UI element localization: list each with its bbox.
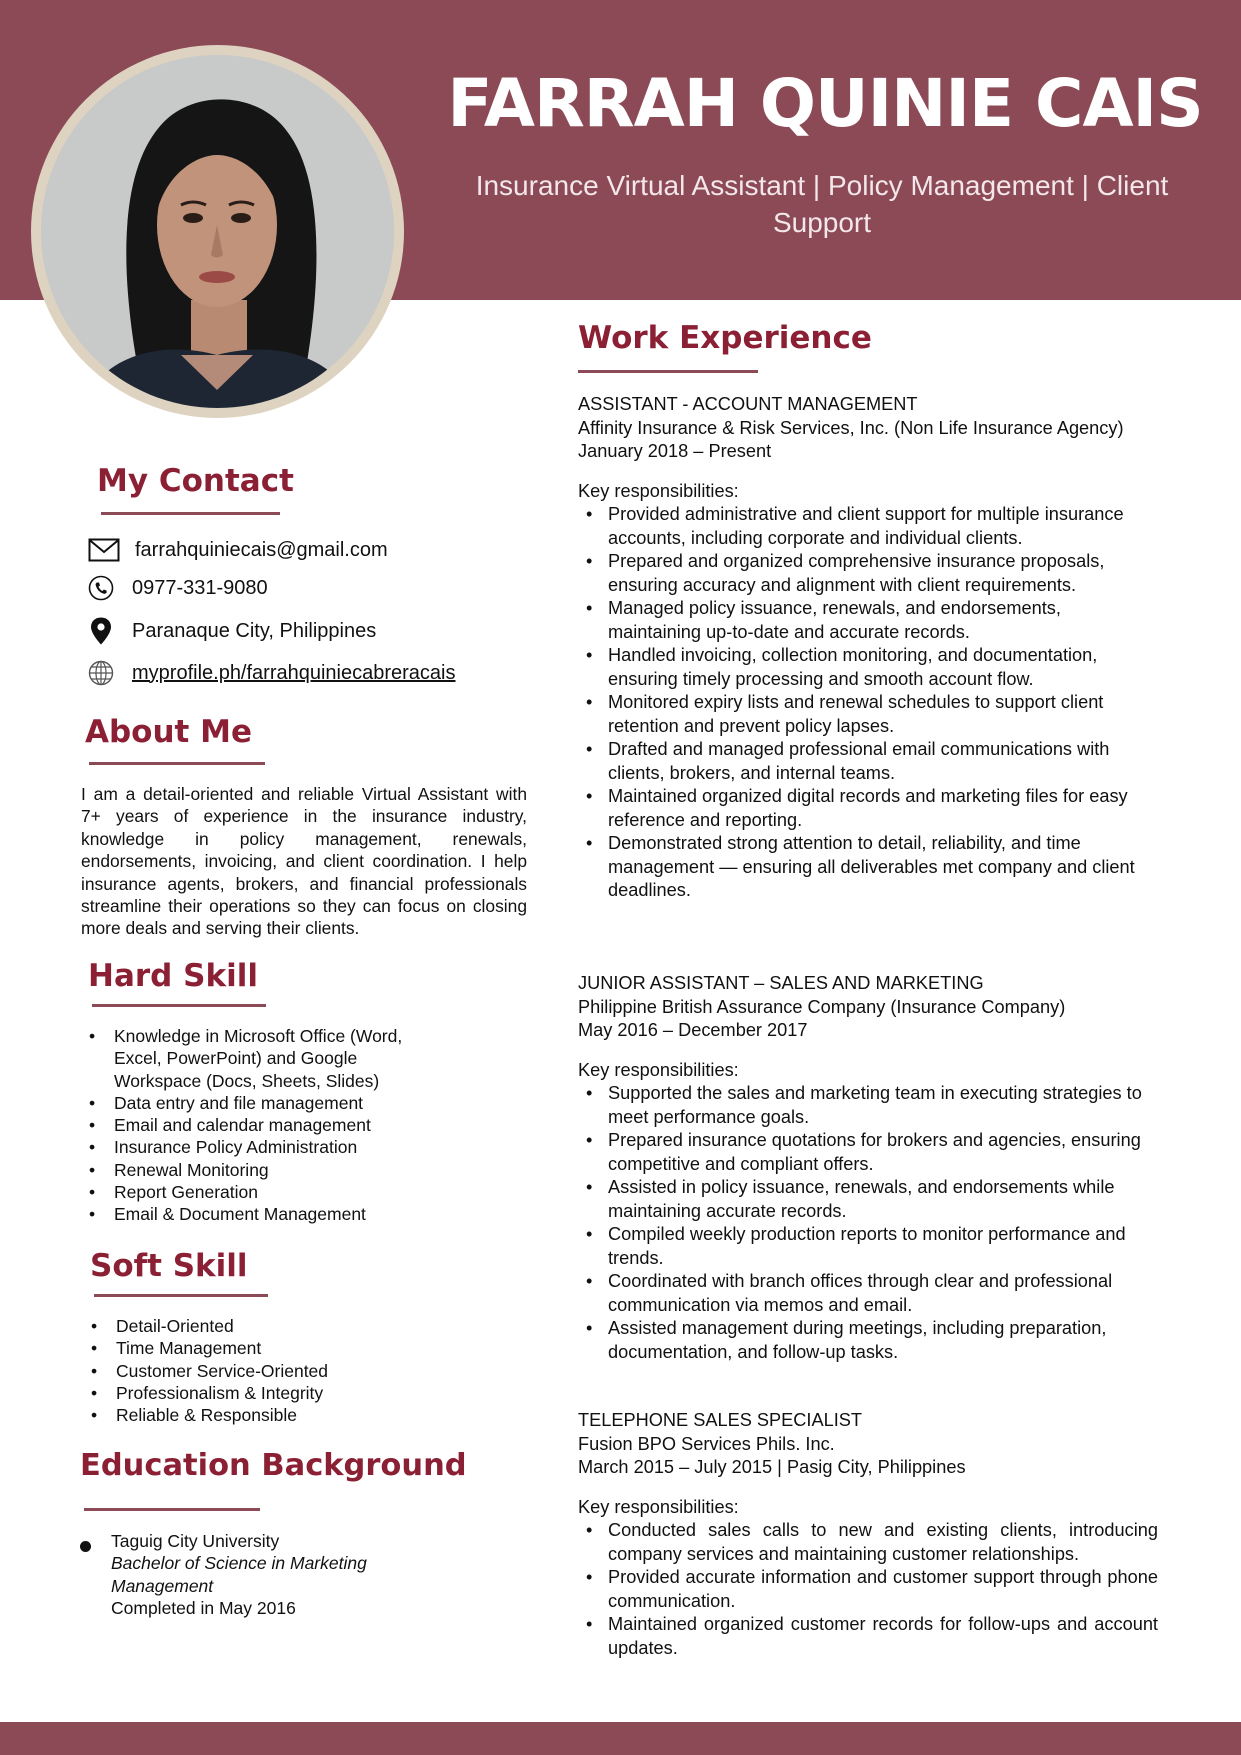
list-item: • Drafted and managed professional email communications with clients, brokers, and internal teams. xyxy=(578,738,1158,785)
soft-skill-heading: Soft Skill xyxy=(90,1248,248,1284)
job-period: March 2015 – July 2015 | Pasig City, Philippines xyxy=(578,1457,966,1477)
job-entry xyxy=(578,393,1158,903)
phone-icon xyxy=(88,573,122,603)
hard-skill-heading: Hard Skill xyxy=(88,958,258,994)
job-position: ASSISTANT - ACCOUNT MANAGEMENT xyxy=(578,394,918,414)
globe-icon xyxy=(88,658,122,688)
contact-location-row xyxy=(88,615,376,647)
job-responsibilities-list xyxy=(578,1519,1158,1660)
list-item: • Maintained organized customer records for follow-ups and account updates. xyxy=(578,1613,1158,1660)
candidate-tagline: Insurance Virtual Assistant | Policy Management | Client Support xyxy=(475,170,1169,238)
profile-photo xyxy=(41,55,394,408)
about-text: I am a detail-oriented and reliable Virtual Assistant with 7+ years of experience in the insurance industry, knowledge in policy management, renewals, endorsements, invoicing, and client coordination. I help insurance agents, brokers, and financial professionals streamline their operations so they can focus on closing more deals and serving their clients. xyxy=(81,784,527,939)
list-item: • Email and calendar management xyxy=(81,1114,441,1136)
about-heading: About Me xyxy=(85,714,253,750)
list-item: • Professionalism & Integrity xyxy=(83,1382,463,1404)
contact-website-row[interactable] xyxy=(88,657,456,689)
list-item: • Coordinated with branch offices through clear and professional communication via memos and email. xyxy=(578,1270,1158,1317)
job-position: TELEPHONE SALES SPECIALIST xyxy=(578,1410,863,1430)
list-item: • Email & Document Management xyxy=(81,1203,441,1225)
job-entry xyxy=(578,1409,1158,1660)
contact-location: Paranaque City, Philippines xyxy=(132,619,377,642)
contact-email[interactable]: farrahquiniecais@gmail.com xyxy=(135,538,388,561)
soft-skill-heading-rule xyxy=(94,1294,268,1297)
candidate-name: FARRAH QUINIE CAIS xyxy=(447,65,1203,142)
education-completed: Completed in May 2016 xyxy=(111,1597,296,1618)
list-item: • Renewal Monitoring xyxy=(81,1159,441,1181)
list-item: • Prepared and organized comprehensive insurance proposals, ensuring accuracy and alignment with client requirements. xyxy=(578,550,1158,597)
work-experience-heading: Work Experience xyxy=(578,320,872,356)
list-item: • Provided administrative and client support for multiple insurance accounts, including corporate and individual clients. xyxy=(578,503,1158,550)
list-item: • Demonstrated strong attention to detail, reliability, and time management — ensuring all deliverables met company and client deadlines. xyxy=(578,832,1158,903)
list-item: • Time Management xyxy=(83,1337,463,1359)
job-company: Affinity Insurance & Risk Services, Inc. (Non Life Insurance Agency) xyxy=(578,417,1124,438)
job-responsibilities-list xyxy=(578,503,1158,903)
education-degree: Bachelor of Science in Marketing Management xyxy=(111,1553,367,1596)
job-entry xyxy=(578,972,1158,1364)
list-item: • Conducted sales calls to new and existing clients, introducing company services and maintaining customer relationships. xyxy=(578,1519,1158,1566)
job-position: JUNIOR ASSISTANT – SALES AND MARKETING xyxy=(578,973,984,993)
contact-website-link[interactable]: myprofile.ph/farrahquiniecabreracais xyxy=(132,661,456,684)
job-period: May 2016 – December 2017 xyxy=(578,1020,808,1040)
list-item: • Assisted in policy issuance, renewals, and endorsements while maintaining accurate records. xyxy=(578,1176,1158,1223)
list-item: • Report Generation xyxy=(81,1181,441,1203)
envelope-icon xyxy=(88,535,122,565)
job-company: Philippine British Assurance Company (Insurance Company) xyxy=(578,996,1066,1017)
list-item: • Data entry and file management xyxy=(81,1092,441,1114)
contact-phone-row[interactable] xyxy=(88,572,268,604)
bullet-dot xyxy=(80,1541,91,1552)
education-heading: Education Background xyxy=(80,1448,467,1483)
list-item: • Maintained organized digital records and marketing files for easy reference and reporting. xyxy=(578,785,1158,832)
list-item: • Compiled weekly production reports to monitor performance and trends. xyxy=(578,1223,1158,1270)
list-item: • Insurance Policy Administration xyxy=(81,1136,441,1158)
contact-email-row[interactable] xyxy=(88,534,388,566)
list-item: • Customer Service-Oriented xyxy=(83,1360,463,1382)
job-responsibilities-label: Key responsibilities: xyxy=(578,480,739,501)
contact-heading: My Contact xyxy=(97,463,294,499)
list-item: • Handled invoicing, collection monitoring, and documentation, ensuring timely processing and smooth account flow. xyxy=(578,644,1158,691)
about-heading-rule xyxy=(89,762,265,765)
location-pin-icon xyxy=(88,616,122,646)
job-company: Fusion BPO Services Phils. Inc. xyxy=(578,1433,835,1454)
contact-heading-rule xyxy=(101,512,280,515)
list-item: • Assisted management during meetings, including preparation, documentation, and follow-up tasks. xyxy=(578,1317,1158,1364)
list-item: • Managed policy issuance, renewals, and endorsements, maintaining up-to-date and accurate records. xyxy=(578,597,1158,644)
job-responsibilities-label: Key responsibilities: xyxy=(578,1496,739,1517)
list-item: • Prepared insurance quotations for brokers and agencies, ensuring competitive and compliant offers. xyxy=(578,1129,1158,1176)
list-item: • Reliable & Responsible xyxy=(83,1404,463,1426)
education-school: Taguig City University xyxy=(111,1531,280,1551)
list-item: • Provided accurate information and customer support through phone communication. xyxy=(578,1566,1158,1613)
soft-skill-list xyxy=(83,1315,463,1426)
list-item: • Detail-Oriented xyxy=(83,1315,463,1337)
job-period: January 2018 – Present xyxy=(578,441,772,461)
job-responsibilities-label: Key responsibilities: xyxy=(578,1059,739,1080)
work-experience-heading-rule xyxy=(578,370,758,373)
job-responsibilities-list xyxy=(578,1082,1158,1364)
hard-skill-heading-rule xyxy=(92,1004,266,1007)
list-item: • Monitored expiry lists and renewal schedules to support client retention and prevent policy lapses. xyxy=(578,691,1158,738)
hard-skill-list xyxy=(81,1025,441,1226)
education-heading-rule xyxy=(84,1508,260,1511)
list-item: • Knowledge in Microsoft Office (Word, Excel, PowerPoint) and Google Workspace (Docs, Sheets, Slides) xyxy=(81,1025,441,1092)
list-item: • Supported the sales and marketing team in executing strategies to meet performance goals. xyxy=(578,1082,1158,1129)
education-entry xyxy=(80,1530,520,1619)
footer-band xyxy=(0,1722,1241,1755)
contact-phone[interactable]: 0977-331-9080 xyxy=(132,576,268,599)
